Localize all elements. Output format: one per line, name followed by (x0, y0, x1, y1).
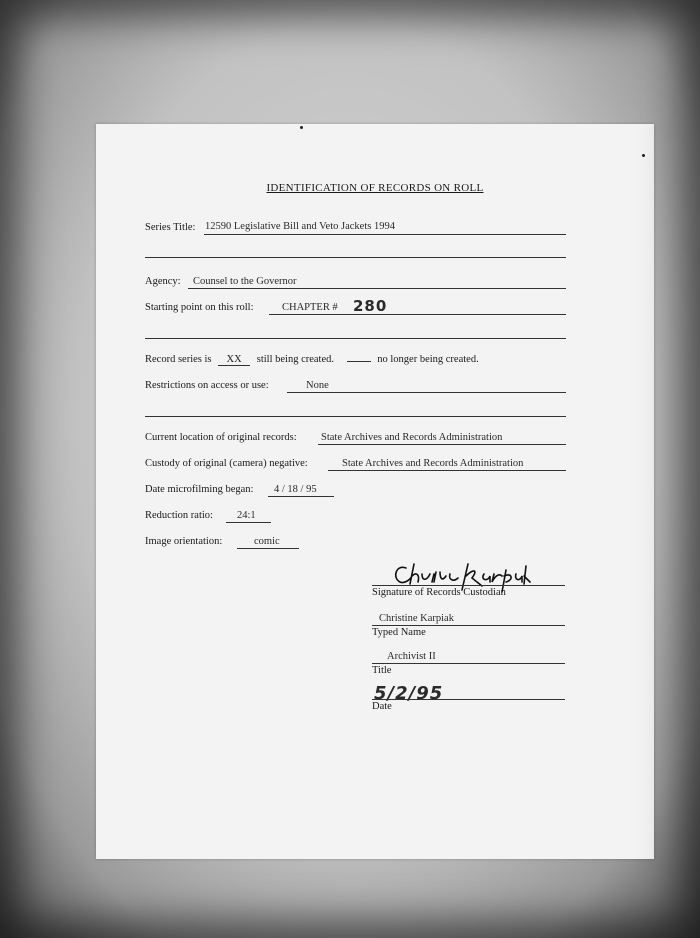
record-series-blank (347, 361, 371, 362)
restrictions-value: None (306, 380, 329, 391)
typed-name-value: Christine Karpiak (379, 613, 454, 624)
signature-label: Signature of Records Custodian (372, 587, 506, 598)
record-series-mark: XX (218, 354, 250, 366)
typed-name-line (372, 625, 565, 626)
series-title-value: 12590 Legislative Bill and Veto Jackets 1994 (205, 221, 395, 232)
orientation-label: Image orientation: (145, 536, 223, 547)
dust-speck (642, 154, 645, 157)
restrictions-label: Restrictions on access or use: (145, 380, 269, 391)
series-title-line (204, 234, 566, 235)
orientation-value: comic (254, 536, 280, 547)
current-location-line (318, 444, 566, 445)
date-line (372, 699, 565, 700)
agency-label: Agency: (145, 276, 181, 287)
restrictions-line-2 (145, 416, 566, 417)
form-title: IDENTIFICATION OF RECORDS ON ROLL (266, 182, 484, 194)
form-sheet (96, 124, 654, 859)
agency-value: Counsel to the Governor (193, 276, 297, 287)
orientation-line (237, 548, 299, 549)
record-series-still: still being created. (256, 354, 334, 365)
job-title-line (372, 663, 565, 664)
reduction-label: Reduction ratio: (145, 510, 213, 521)
series-title-line-2 (145, 257, 566, 258)
typed-name-label: Typed Name (372, 627, 426, 638)
starting-point-number: 280 (353, 297, 388, 315)
series-title-label: Series Title: (145, 222, 196, 233)
custody-value: State Archives and Records Administration (342, 458, 524, 469)
starting-point-line-2 (145, 338, 566, 339)
starting-point-value: CHAPTER # (282, 302, 338, 313)
reduction-line (226, 522, 271, 523)
date-label: Date (372, 701, 392, 712)
record-series-no-longer: no longer being created. (377, 354, 479, 365)
date-began-line (268, 496, 334, 497)
starting-point-label: Starting point on this roll: (145, 302, 254, 313)
restrictions-line (287, 392, 566, 393)
date-began-value: 4 / 18 / 95 (274, 484, 317, 495)
job-title-label: Title (372, 665, 392, 676)
agency-line (188, 288, 566, 289)
record-series-label: Record series is (145, 354, 212, 365)
custody-label: Custody of original (camera) negative: (145, 458, 308, 469)
signature-line (372, 585, 565, 586)
current-location-value: State Archives and Records Administration (321, 432, 503, 443)
dust-speck (300, 126, 303, 129)
date-began-label: Date microfilming began: (145, 484, 254, 495)
current-location-label: Current location of original records: (145, 432, 297, 443)
record-series-row (145, 354, 479, 366)
custody-line (328, 470, 566, 471)
reduction-value: 24:1 (237, 510, 256, 521)
job-title-value: Archivist II (387, 651, 436, 662)
starting-point-line (269, 314, 566, 315)
date-value: 5/2/95 (374, 683, 444, 704)
